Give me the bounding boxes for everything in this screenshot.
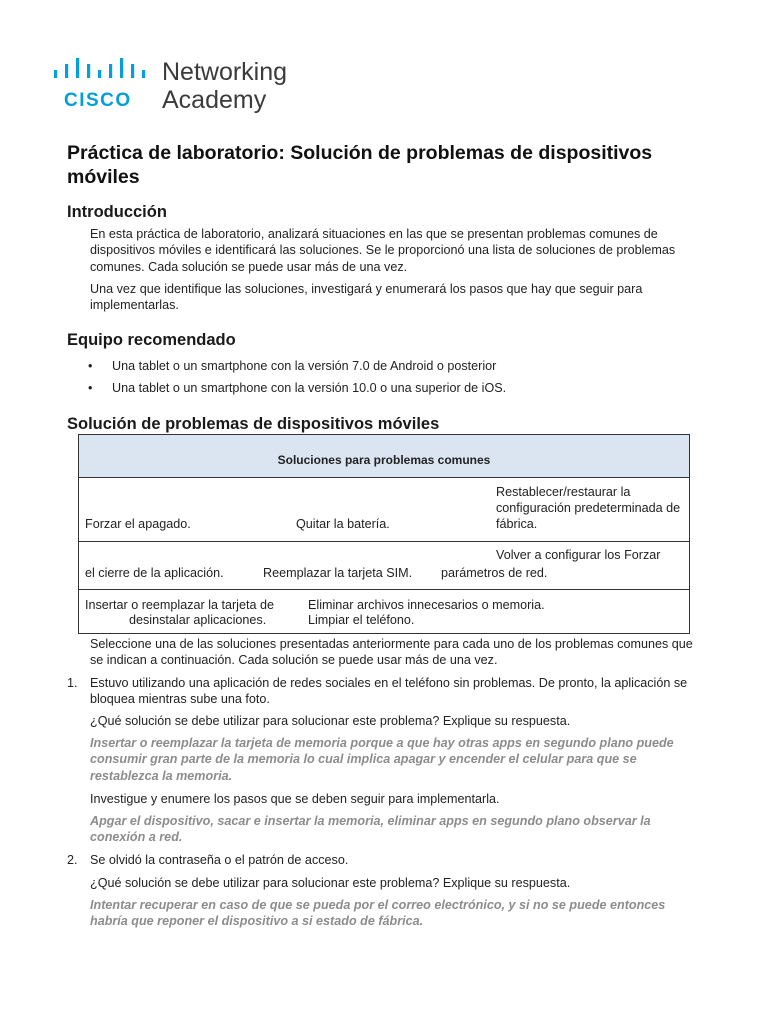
table-cell: parámetros de red. xyxy=(441,566,548,580)
question-number: 2. xyxy=(67,853,78,867)
question-1-answer: Insertar o reemplazar la tarjeta de memoria porque a que hay otras apps en segundo plano puede consumir gran parte de la memoria lo cual implica apagar y encender el celular para que se restablezca la memoria. xyxy=(90,736,674,783)
logo-academy-text: Academy xyxy=(162,86,267,114)
list-item: • Una tablet o un smartphone con la versión 10.0 o una superior de iOS. xyxy=(88,381,507,395)
intro-paragraph-1: En esta práctica de laboratorio, analizará situaciones en las que se presentan problemas comunes de dispositivos móviles e identificará las soluciones. Se le proporcionó una lista de soluciones de problemas comunes. Cada solución se puede usar más de una vez. xyxy=(90,227,676,274)
question-1-prompt: ¿Qué solución se debe utilizar para solucionar este problema? Explique su respuesta. xyxy=(90,714,571,728)
table-cell: Eliminar archivos innecesarios o memoria. xyxy=(308,598,545,612)
table-cell: Limpiar el teléfono. xyxy=(308,613,415,627)
cisco-networking-academy-logo xyxy=(52,58,312,118)
table-cell: Quitar la batería. xyxy=(296,517,390,531)
table-cell: Forzar el apagado. xyxy=(85,517,191,531)
question-number: 1. xyxy=(67,676,78,690)
cisco-wordmark: CISCO xyxy=(64,90,132,111)
question-1-steps-prompt: Investigue y enumere los pasos que se deben seguir para implementarla. xyxy=(90,792,500,806)
row-divider xyxy=(79,541,689,542)
question-1-steps-answer: Apgar el dispositivo, sacar e insertar la memoria, eliminar apps en segundo plano observar la conexión a red. xyxy=(90,814,651,845)
cisco-bridge-bars-icon xyxy=(52,58,152,82)
table-cell: Restablecer/restaurar la xyxy=(496,485,631,499)
table-cell: Volver a configurar los Forzar xyxy=(496,548,661,562)
logo-networking-text: Networking xyxy=(162,58,288,86)
row-divider xyxy=(79,589,689,590)
intro-heading: Introducción xyxy=(67,203,167,221)
table-cell: configuración predeterminada de xyxy=(496,501,681,515)
question-1-scenario: Estuvo utilizando una aplicación de redes sociales en el teléfono sin problemas. De pronto, la aplicación se bloquea mientras sube una foto. xyxy=(90,676,688,707)
table-cell: desinstalar aplicaciones. xyxy=(129,613,267,627)
bullet-icon: • xyxy=(88,381,93,395)
table-cell: Insertar o reemplazar la tarjeta de xyxy=(85,598,274,612)
table-cell: fábrica. xyxy=(496,517,538,531)
solutions-table xyxy=(78,434,690,634)
question-2-answer: Intentar recuperar en caso de que se pueda por el correo electrónico, y si no se puede entonces habría que reponer el dispositivo a si estado de fábrica. xyxy=(90,898,666,929)
instructions-paragraph: Seleccione una de las soluciones presentadas anteriormente para cada uno de los problemas comunes que se indican a continuación. Cada solución se puede usar más de una vez. xyxy=(90,637,693,668)
equipment-list xyxy=(88,358,506,402)
table-cell: Reemplazar la tarjeta SIM. xyxy=(263,566,413,580)
page-title: Práctica de laboratorio: Solución de problemas de dispositivos móviles xyxy=(67,142,653,188)
bullet-icon: • xyxy=(88,359,93,373)
question-2-scenario: Se olvidó la contraseña o el patrón de acceso. xyxy=(90,853,349,867)
intro-paragraph-2: Una vez que identifique las soluciones, investigará y enumerará los pasos que hay que seguir para implementarlas. xyxy=(90,282,643,313)
equipment-heading: Equipo recomendado xyxy=(67,331,236,349)
list-item: • Una tablet o un smartphone con la versión 7.0 de Android o posterior xyxy=(88,359,497,373)
question-2-prompt: ¿Qué solución se debe utilizar para solucionar este problema? Explique su respuesta. xyxy=(90,876,571,890)
table-cell: el cierre de la aplicación. xyxy=(85,566,224,580)
troubleshooting-heading: Solución de problemas de dispositivos móviles xyxy=(67,415,440,433)
table-header: Soluciones para problemas comunes xyxy=(79,435,689,478)
